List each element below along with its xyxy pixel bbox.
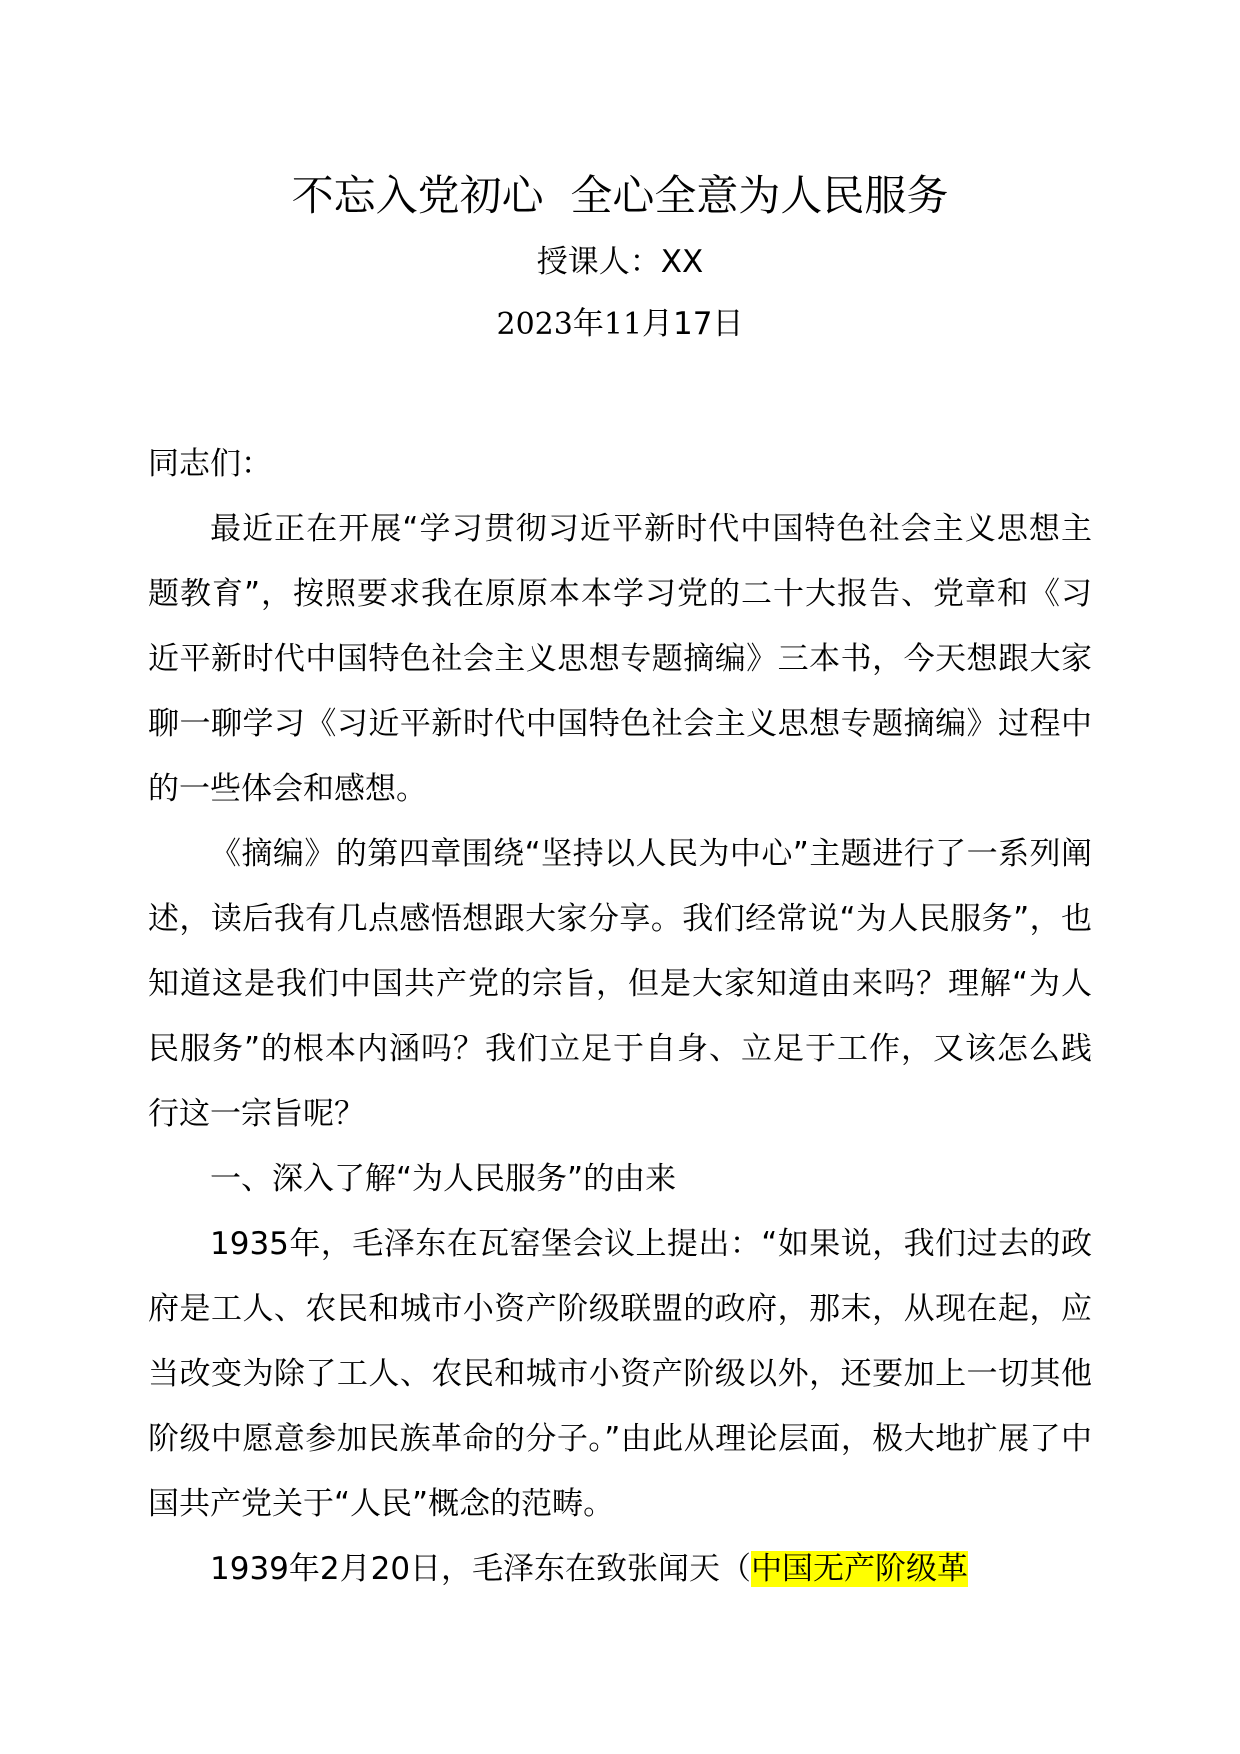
lecturer-line: 授课人：XX xyxy=(536,244,704,280)
highlighted-text: 中国无产阶级革 xyxy=(751,1551,969,1587)
section-heading: 一、深入了解“为人民服务”的由来 xyxy=(210,1161,677,1197)
date-day-unit: 日 xyxy=(712,306,744,342)
paragraph-1935: 1935年，毛泽东在瓦窑堡会议上提出：“如果说，我们过去的政府是工人、农民和城市小资产阶级联盟的政府，那末，从现在起，应当改变为除了工人、农民和城市小资产阶级以外，还要加上一切其他阶级中愿意参加民族革命的分子。”由此从理论层面，极大地扩展了中国共产党关于“人民”概念的范畴。 xyxy=(148,1226,1092,1522)
document-date xyxy=(0,302,1240,347)
date-year-unit: 年 xyxy=(572,306,604,342)
document-body xyxy=(148,432,1092,1602)
salutation: 同志们： xyxy=(148,446,272,482)
paragraph-intro: 最近正在开展“学习贯彻习近平新时代中国特色社会主义思想主题教育”，按照要求我在原原本本学习党的二十大报告、党章和《习近平新时代中国特色社会主义思想专题摘编》三本书，今天想跟大家聊一聊学习《习近平新时代中国特色社会主义思想专题摘编》过程中的一些体会和感想。 xyxy=(148,511,1092,807)
date-month-unit: 月 xyxy=(642,306,674,342)
paragraph-1939 xyxy=(148,1537,1092,1602)
date-day: 17 xyxy=(673,306,713,342)
date-month: 11 xyxy=(603,307,643,342)
document-title: 不忘入党初心 全心全意为人民服务 xyxy=(291,171,949,220)
paragraph-chapter-four: 《摘编》的第四章围绕“坚持以人民为中心”主题进行了一系列阐述，读后我有几点感悟想跟大家分享。我们经常说“为人民服务”，也知道这是我们中国共产党的宗旨，但是大家知道由来吗？理解“为人民服务”的根本内涵吗？我们立足于自身、立足于工作，又该怎么践行这一宗旨呢？ xyxy=(148,836,1092,1132)
paragraph-1939-text: 1939年2月20日，毛泽东在致张闻天（ xyxy=(210,1551,752,1587)
date-year: 2023 xyxy=(496,307,573,342)
